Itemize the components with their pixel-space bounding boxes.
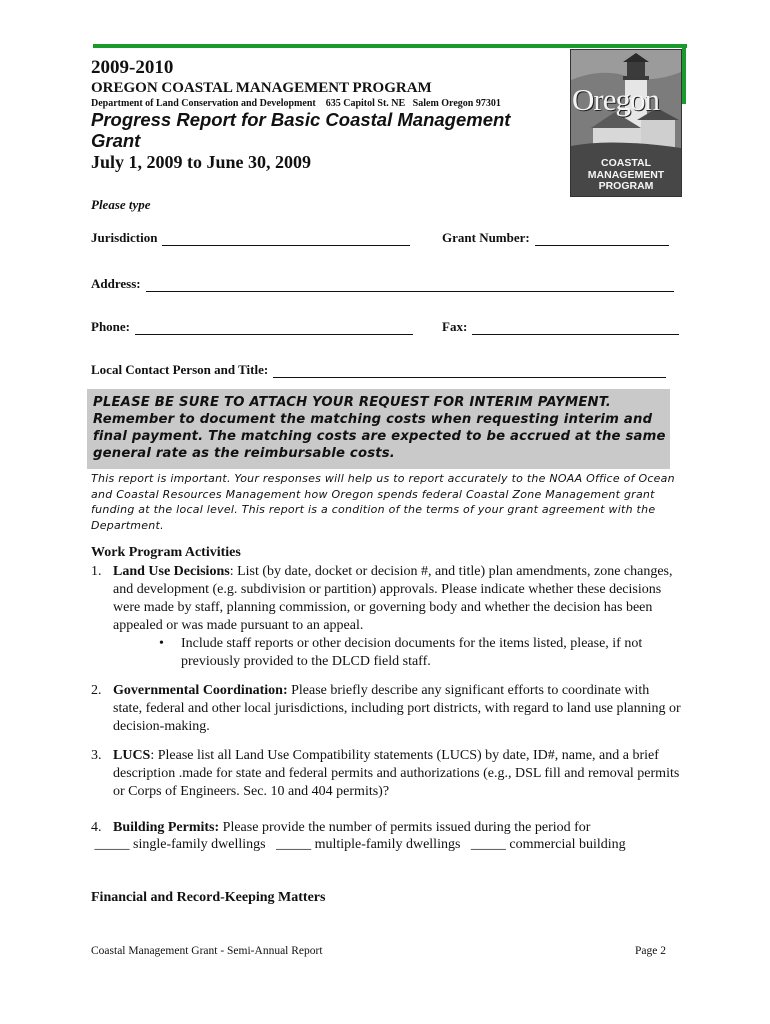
jurisdiction-label: Jurisdiction — [91, 230, 158, 245]
fax-field[interactable] — [442, 319, 679, 335]
item-body — [113, 747, 681, 801]
item-building-permits — [91, 819, 681, 837]
report-period: July 1, 2009 to June 30, 2009 — [91, 152, 312, 172]
address-label: Address: — [91, 276, 141, 291]
logo-line-1: COASTAL — [601, 157, 651, 169]
item-body — [113, 819, 681, 837]
item-body — [113, 563, 681, 635]
page-number: Page 2 — [635, 945, 666, 957]
item-number: 2. — [91, 683, 102, 698]
grant-number-field[interactable] — [442, 230, 669, 246]
item-title: LUCS — [113, 748, 151, 763]
item-bullet: • Include staff reports or other decision documents for the items listed, please, if not previously provided to the DLCD field staff. — [159, 635, 681, 671]
item-text: : Please list all Land Use Compatibility statements (LUCS) by date, ID#, name, and a brief description .made for state and federal permits and authorizations (e.g., DSL fill and removal permits or Corps of Engineers. Sec. 10 and 404 permits)? — [113, 748, 680, 799]
work-program-heading: Work Program Activities — [91, 545, 241, 560]
please-type-note: Please type — [91, 197, 151, 212]
grant-number-line[interactable] — [535, 233, 669, 246]
item-text: : List (by date, docket or decision #, and title) plan amendments, zone changes, and development (e.g. subdivision or partition) approvals. Please indicate whether these decisions were made by staff, planning commission, or governing body and whether the decision has been appealed or was made pursuant to an appeal. — [113, 564, 673, 633]
item-governmental-coordination — [91, 682, 681, 736]
item-text: Please briefly describe any significant efforts to coordinate with state, federal and other local jurisdictions, including port districts, with regard to land use planning or decision-making. — [113, 683, 681, 734]
logo-wordmark: Oregon — [572, 82, 659, 117]
contact-label: Local Contact Person and Title: — [91, 362, 269, 377]
address-field[interactable] — [91, 276, 674, 292]
item-land-use-decisions — [91, 563, 681, 671]
department-address: Department of Land Conservation and Development 635 Capitol St. NE Salem Oregon 97301 — [91, 98, 501, 109]
phone-line[interactable] — [135, 322, 413, 335]
item-number: 1. — [91, 564, 102, 579]
jurisdiction-line[interactable] — [162, 233, 410, 246]
item-body — [113, 682, 681, 736]
header-rule-corner — [682, 44, 686, 104]
item-title: Building Permits: — [113, 820, 220, 835]
oregon-coastal-logo — [570, 49, 682, 197]
fax-label: Fax: — [442, 319, 468, 334]
logo-subtitle — [571, 158, 681, 193]
contact-line[interactable] — [273, 365, 666, 378]
report-year: 2009-2010 — [91, 57, 174, 78]
permit-counts-line[interactable]: _____ single-family dwellings _____ multiple-family dwellings _____ commercial building — [91, 837, 626, 852]
grant-number-label: Grant Number: — [442, 230, 530, 245]
item-number: 3. — [91, 748, 102, 763]
address-line[interactable] — [146, 279, 674, 292]
logo-line-3: PROGRAM — [598, 180, 654, 192]
financial-heading: Financial and Record-Keeping Matters — [91, 890, 326, 905]
item-title: Land Use Decisions — [113, 564, 230, 579]
logo-line-2: MANAGEMENT — [587, 168, 665, 181]
page-title: Progress Report for Basic Coastal Management Grant — [91, 109, 511, 151]
header-rule — [93, 44, 687, 48]
contact-field[interactable] — [91, 362, 666, 378]
program-name: OREGON COASTAL MANAGEMENT PROGRAM — [91, 80, 432, 96]
payment-notice: PLEASE BE SURE TO ATTACH YOUR REQUEST FOR INTERIM PAYMENT. Remember to document the matching costs when requesting interim and final payment. The matching costs are expected to be accrued at the same general rate as the reimbursable costs. — [87, 389, 670, 469]
item-number: 4. — [91, 820, 102, 835]
jurisdiction-field[interactable] — [91, 230, 410, 246]
item-text: Please provide the number of permits issued during the period for — [219, 820, 591, 835]
phone-field[interactable] — [91, 319, 413, 335]
intro-paragraph: This report is important. Your responses will help us to report accurately to the NOAA Office of Ocean and Coastal Resources Management how Oregon spends federal Coastal Zone Management grant funding at the local level. This report is a condition of the terms of your grant agreement with the Department. — [91, 472, 675, 532]
fax-line[interactable] — [472, 322, 679, 335]
item-lucs — [91, 747, 681, 801]
phone-label: Phone: — [91, 319, 130, 334]
footer-report-name: Coastal Management Grant - Semi-Annual Report — [91, 945, 323, 957]
item-title: Governmental Coordination: — [113, 683, 288, 698]
